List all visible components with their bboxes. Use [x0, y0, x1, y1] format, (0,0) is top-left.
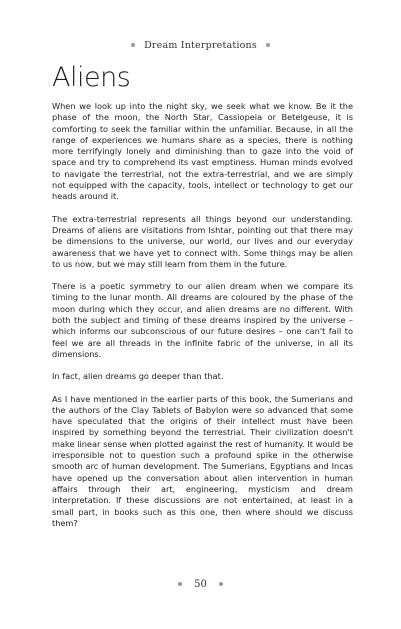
page-number: 50 — [194, 579, 207, 590]
paragraph: As I have mentioned in the earlier parts of this book, the Sumerians and the authors of the Clay Tablets of Babylon were so advanced that some have speculated that the origins of their intellect must have been inspired by something beyond the terrestrial. Their civilization doesn't make linear sense when plotted against the rest of humanity. It would be irresponsible not to question such a profound spike in the otherwise smooth arc of human development. The Sumerians, Egyptians and Incas have opened up the conversation about alien intervention in human affairs through their art, engineering, mysticism and dream interpretation. If these discussions are not entertained, at least in a small part, in books such as this one, then where should we discuss them? — [52, 393, 353, 528]
running-header-title: Dream Interpretations — [144, 40, 257, 51]
paragraph: There is a poetic symmetry to our alien dream when we compare its timing to the lunar month. All dreams are coloured by the phase of the moon during which they occur, and alien dreams are no different. With both the subject and timing of these dreams inspired by the universe – which informs our subconscious of our future desires – one can't fail to feel we are all threads in the infinite fabric of the universe, in all its dimensions. — [52, 281, 353, 359]
paragraph: In fact, alien dreams go deeper than that. — [52, 371, 224, 382]
page-footer — [0, 579, 401, 590]
body-text — [52, 101, 353, 540]
running-header — [0, 40, 401, 51]
ornament-dot-left — [131, 43, 135, 47]
paragraph: When we look up into the night sky, we seek what we know. Be it the phase of the moon, the North Star, Cassiopeia or Betelgeuse, it is comforting to seek the familiar within the unfamiliar. Because, in all the range of experiences we humans share as a species, there is nothing more terrifyingly lonely and diminishing than to gaze into the void of space and try to comprehend its vast emptiness. Human minds evolved to navigate the terrestrial, not the extra-terrestrial, and we are simply not equipped with the capacity, tools, intellect or technology to get our heads around it. — [52, 101, 353, 202]
chapter-title: Aliens — [52, 62, 131, 93]
ornament-dot-right — [219, 582, 223, 586]
ornament-dot-left — [178, 582, 182, 586]
paragraph: The extra-terrestrial represents all things beyond our understanding. Dreams of aliens are visitations from Ishtar, pointing out that there may be dimensions to the universe, our world, our lives and our everyday awareness that we have yet to connect with. Some things may be alien to us now, but we may still learn from them in the future. — [52, 213, 353, 269]
ornament-dot-right — [266, 43, 270, 47]
